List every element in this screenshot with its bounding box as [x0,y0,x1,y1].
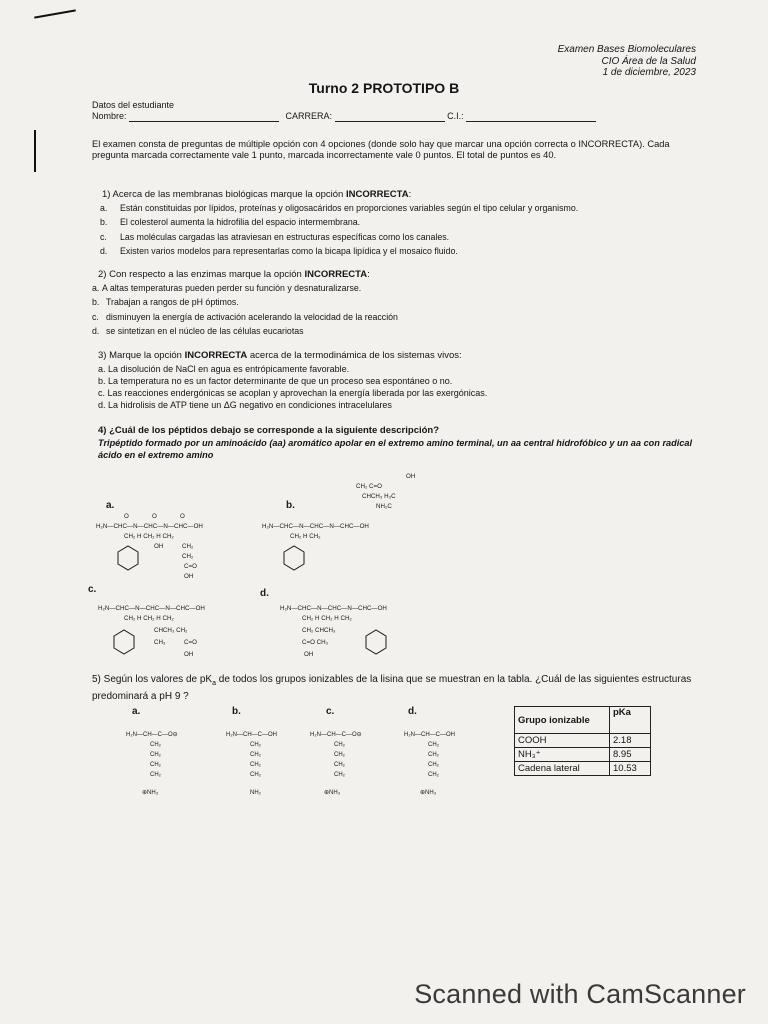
peptide-a [96,513,203,580]
svg-text:⊕NH₃: ⊕NH₃ [142,790,159,796]
svg-text:H₂N—CHC—N—CHC—N—CHC—OH: H₂N—CHC—N—CHC—N—CHC—OH [96,523,203,530]
option-item[interactable]: c. Las reacciones endergónicas se acoplan y aprovechan la energía liberada por las exergónicas. [98,388,488,398]
svg-text:CH₂: CH₂ [428,772,439,778]
svg-text:H₂N—CHC—N—CHC—N—CHC—OH: H₂N—CHC—N—CHC—N—CHC—OH [98,605,205,612]
structure-label-b: b. [286,500,295,511]
option-item[interactable]: d. se sintetizan en el núcleo de las células eucariotas [92,326,304,337]
option-item[interactable]: a. Están constituidas por lípidos, proteínas y oligosacáridos en proporciones variables según el tipo celular y organismo. [100,203,579,213]
svg-text:H₂N—CH—C—OH: H₂N—CH—C—OH [404,732,455,738]
svg-text:C=O CH₃: C=O CH₃ [302,639,329,646]
benzene-ring [118,546,138,570]
svg-text:NH₂C: NH₂C [376,503,392,510]
name-label: Nombre: [92,111,127,121]
ci-label: C.I.: [447,111,464,121]
option-item[interactable]: b. La temperatura no es un factor determinante de que un proceso sea espontáneo o no. [98,376,453,386]
svg-text:H₂N—CHC—N—CHC—N—CHC—OH: H₂N—CHC—N—CHC—N—CHC—OH [262,523,369,530]
svg-text:CH₂: CH₂ [334,772,345,778]
svg-text:NH₂: NH₂ [250,790,261,796]
name-field[interactable] [129,112,279,122]
structure-label-c: c. [88,584,97,595]
exam-course: Examen Bases Biomoleculares [557,44,696,55]
lysine-structures [120,702,500,812]
svg-text:CH₂ H CH₂ H CH₂: CH₂ H CH₂ H CH₂ [124,533,174,540]
svg-text:CH₂ C=O: CH₂ C=O [356,483,382,490]
exam-header [558,44,696,79]
peptide-b [262,473,415,570]
option-item[interactable]: a. La disolución de NaCl en agua es entrópicamente favorable. [98,364,350,374]
svg-text:O: O [124,513,129,520]
svg-text:CH₂: CH₂ [250,742,261,748]
table-header: Grupo ionizable [515,707,610,734]
svg-text:H₂N—CH—C—O⊖: H₂N—CH—C—O⊖ [310,732,362,738]
svg-text:⊕NH₃: ⊕NH₃ [420,790,437,796]
svg-text:CH₂ CHCH₃: CH₂ CHCH₃ [302,627,336,634]
question-4: 4) ¿Cuál de los péptidos debajo se corresponde a la siguiente descripción? [98,425,440,436]
svg-text:O: O [180,513,185,520]
peptide-d [280,605,387,658]
option-item[interactable]: c. disminuyen la energía de activación acelerando la velocidad de la reacción [92,311,398,322]
question-4-description: Tripéptido formado por un aminoácido (aa) aromático apolar en el extremo amino terminal, un aa central hidrofóbico y un aa con radical ácido en el extremo amino [98,438,693,460]
svg-text:C=O: C=O [184,563,197,570]
benzene-ring [284,546,304,570]
career-field[interactable] [335,112,445,122]
table-row: COOH 2.18 [515,734,651,748]
svg-text:CH₂: CH₂ [428,742,439,748]
svg-text:OH: OH [154,543,164,550]
ci-field[interactable] [466,112,596,122]
student-heading: Datos del estudiante [92,100,175,110]
structure-label-c: c. [326,706,335,717]
svg-text:H₂N—CH—C—OH: H₂N—CH—C—OH [226,732,277,738]
svg-text:CH₂: CH₂ [250,752,261,758]
svg-text:C=O: C=O [184,639,197,646]
svg-text:CH₂: CH₂ [334,752,345,758]
svg-text:CH₂ H CH₂ H CH₂: CH₂ H CH₂ H CH₂ [124,615,174,622]
svg-text:OH: OH [406,473,416,480]
svg-text:CH₂: CH₂ [250,762,261,768]
svg-text:CH₂: CH₂ [334,762,345,768]
peptide-structures [86,468,466,668]
svg-text:CH₂: CH₂ [334,742,345,748]
svg-text:⊕NH₃: ⊕NH₃ [324,790,341,796]
svg-text:CH₂: CH₂ [150,752,161,758]
table-header: pKa [610,707,651,734]
student-data [92,100,596,122]
lysine-d [404,732,455,796]
structure-label-b: b. [232,706,241,717]
table-row: NH₃⁺ 8.95 [515,748,651,762]
exam-institution: CIO Área de la Salud [601,55,696,67]
question-1-options [100,201,578,259]
svg-text:CH₂: CH₂ [250,772,261,778]
option-item[interactable]: c. Las moléculas cargadas las atraviesan en estructuras específicas como los canales. [100,231,450,242]
instructions: El examen consta de preguntas de múltiple opción con 4 opciones (donde solo hay que marcar una opción correcta o INCORRECTA). Cada pregunta marcada correctamente vale 1 punto, marcada incorrectamente vale 0 puntos. El total de puntos es 40. [92,139,670,160]
lysine-c [310,732,362,796]
svg-text:CH₃: CH₃ [154,639,166,646]
svg-text:CHCH₃ CH₂: CHCH₃ CH₂ [154,627,188,634]
svg-text:CH₂: CH₂ [182,543,194,550]
structure-label-d: d. [260,588,269,599]
question-3-options [98,363,487,411]
svg-text:OH: OH [184,651,194,658]
question-2: 2) Con respecto a las enzimas marque la opción INCORRECTA: [98,269,370,280]
structure-label-a: a. [132,706,141,717]
lysine-a [126,732,178,796]
option-item[interactable]: b. Trabajan a rangos de pH óptimos. [92,297,239,308]
svg-text:CH₂ H CH₂: CH₂ H CH₂ [290,533,321,540]
svg-text:CHCH₃ H₃C: CHCH₃ H₃C [362,493,396,500]
question-5: 5) Según los valores de $pK_a$ de todos los grupos ionizables de la lisina que se muestran en la tabla. ¿Cuál de las siguientes estructuras predominará a pH 9 ? [92,674,692,702]
svg-text:CH₂: CH₂ [428,762,439,768]
svg-text:CH₂ H CH₂ H CH₂: CH₂ H CH₂ H CH₂ [302,615,352,622]
option-item[interactable]: a. A altas temperaturas pueden perder su función y desnaturalizarse. [92,283,362,293]
svg-text:H₂N—CH—C—O⊖: H₂N—CH—C—O⊖ [126,732,178,738]
svg-text:OH: OH [304,651,314,658]
svg-text:CH₂: CH₂ [150,772,161,778]
page-title: Turno 2 PROTOTIPO B [308,80,460,96]
benzene-ring [366,630,386,654]
question-1: 1) Acerca de las membranas biológicas marque la opción INCORRECTA: [102,189,412,200]
career-label: CARRERA: [285,111,333,121]
svg-text:CH₂: CH₂ [428,752,439,758]
svg-text:CH₂: CH₂ [182,553,194,560]
svg-text:CH₂: CH₂ [150,762,161,768]
option-item[interactable]: d. Existen varios modelos para representarlas como la bicapa lipídica y el mosaico fluido. [100,246,458,257]
svg-text:O: O [152,513,157,520]
lysine-b [226,732,277,796]
svg-text:OH: OH [184,573,194,580]
exam-date: 1 de diciembre, 2023 [602,67,696,78]
pka-table [514,706,651,776]
option-item[interactable]: b. El colesterol aumenta la hidrofilia del espacio intermembrana. [100,217,361,228]
option-item[interactable]: d. La hidrolisis de ATP tiene un ΔG negativo en condiciones intracelulares [98,400,392,410]
question-2-options [92,281,398,339]
structure-label-a: a. [106,500,115,511]
table-row: Cadena lateral 10.53 [515,762,651,776]
pen-stroke [34,130,36,172]
peptide-c [98,605,205,658]
svg-text:CH₂: CH₂ [150,742,161,748]
structure-label-d: d. [408,706,417,717]
question-3: 3) Marque la opción INCORRECTA acerca de la termodinámica de los sistemas vivos: [98,350,462,361]
pen-stroke [34,9,76,18]
camscanner-watermark: Scanned with CamScanner [414,979,746,1009]
benzene-ring [114,630,134,654]
svg-text:H₂N—CHC—N—CHC—N—CHC—OH: H₂N—CHC—N—CHC—N—CHC—OH [280,605,387,612]
